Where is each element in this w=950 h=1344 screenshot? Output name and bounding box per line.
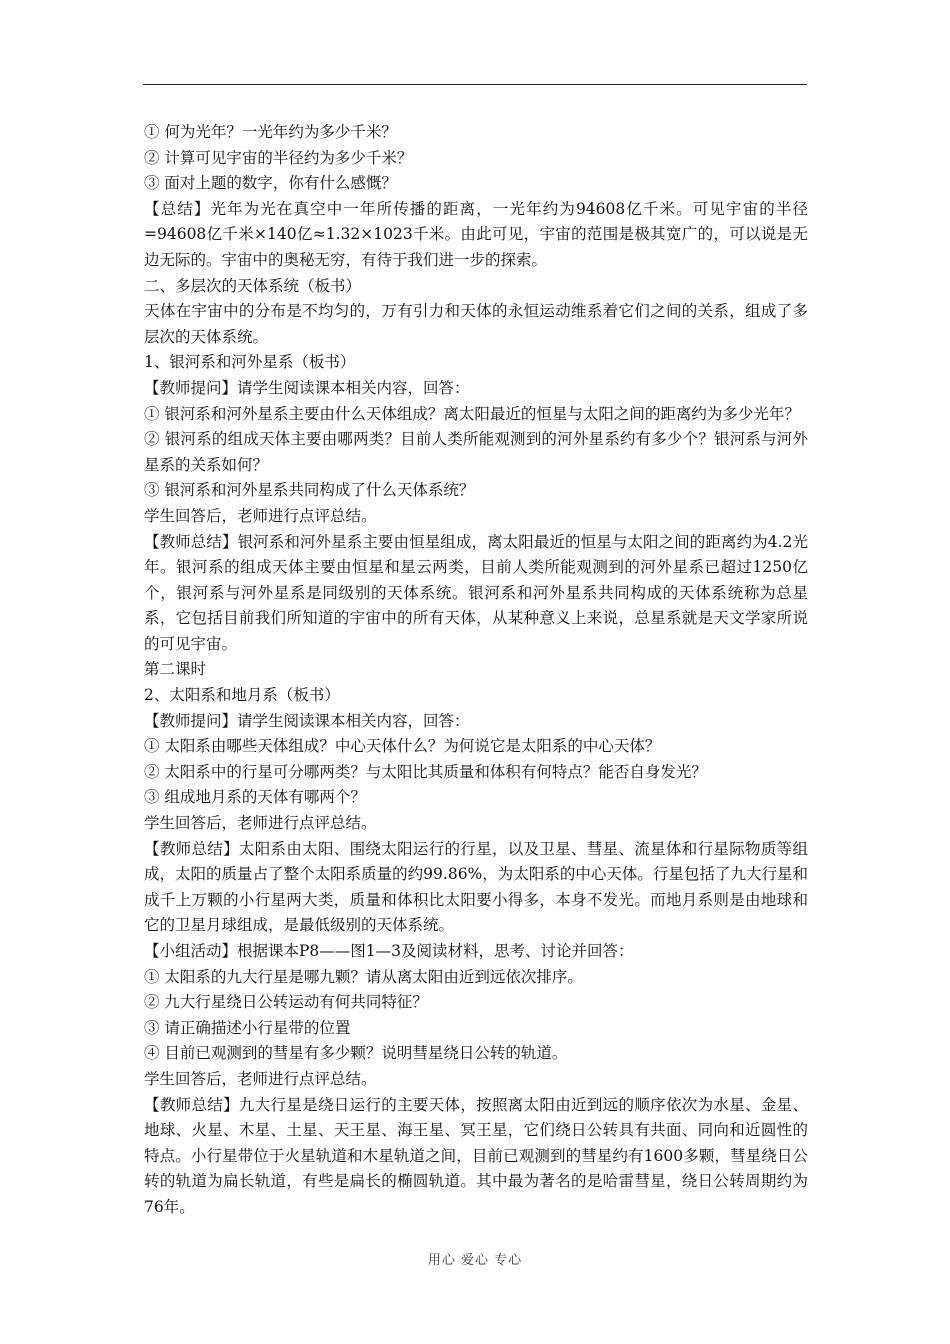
paragraph: 天体在宇宙中的分布是不均匀的，万有引力和天体的永恒运动维系着它们之间的关系，组成了多层次的天体系统。 [144,302,808,346]
paragraph: ③ 银河系和河外星系共同构成了什么天体系统？ [144,481,475,500]
paragraph: ② 计算可见宇宙的半径约为多少千米？ [144,148,413,167]
page-footer: 用心 爱心 专心 [427,1253,523,1268]
paragraph: 学生回答后，老师进行点评总结。 [144,1069,377,1088]
paragraph: ② 九大行星绕日公转运动有何共同特征？ [144,993,428,1012]
document-body [144,120,808,1221]
subsection-heading: 1、银河系和河外星系（板书） [144,353,356,372]
paragraph: 【教师提问】请学生阅读课本相关内容，回答： [144,378,470,397]
paragraph: ① 太阳系的九大行星是哪九颗？请从离太阳由近到远依次排序。 [144,967,583,986]
paragraph: ③ 面对上题的数字，你有什么感慨？ [144,174,397,193]
paragraph: 【总结】光年为光在真空中一年所传播的距离，一光年约为94608亿千米。可见宇宙的半径=94608亿千米×140亿≈1.32×1023千米。由此可见，宇宙的范围是极其宽广的，可以说是无边无际的。宇宙中的奥秘无穷，有待于我们进一步的探索。 [144,199,808,269]
paragraph: 【小组活动】根据课本P8——图1—3及阅读材料，思考、讨论并回答： [144,942,634,960]
paragraph: 学生回答后，老师进行点评总结。 [144,506,377,525]
paragraph: 【教师总结】太阳系由太阳、围绕太阳运行的行星，以及卫星、彗星、流星体和行星际物质等组成，太阳的质量占了整个太阳系质量的约99.86%，为太阳系的中心天体。行星包括了九大行星和成千上万颗的小行星两大类，质量和体积比太阳要小得多，本身不发光。而地月系则是由地球和它的卫星月球组成，是最低级别的天体系统。 [144,839,808,935]
paragraph: 学生回答后，老师进行点评总结。 [144,814,377,833]
paragraph: 【教师总结】银河系和河外星系主要由恒星组成，离太阳最近的恒星与太阳之间的距离约为4.2光年。银河系的组成天体主要由恒星和星云两类，目前人类所能观测到的河外星系已超过1250亿个，银河系与河外星系是同级别的天体系统。银河系和河外星系共同构成的天体系统称为总星系，它包括目前我们所知道的宇宙中的所有天体，从某种意义上来说，总星系就是天文学家所说的可见宇宙。 [144,532,808,653]
paragraph: ② 太阳系中的行星可分哪两类？与太阳比其质量和体积有何特点？能否自身发光？ [144,762,707,781]
lesson-heading: 第二课时 [144,660,207,679]
paragraph: ① 银河系和河外星系主要由什么天体组成？离太阳最近的恒星与太阳之间的距离约为多少光年？ [144,404,800,423]
paragraph: ① 太阳系由哪些天体组成？中心天体什么？为何说它是太阳系的中心天体？ [144,737,661,756]
paragraph: ① 何为光年？一光年约为多少千米？ [144,123,397,141]
paragraph: ③ 请正确描述小行星带的位置 [144,1018,351,1037]
header-rule [143,84,807,85]
paragraph: ④ 目前已观测到的彗星有多少颗？说明彗星绕日公转的轨道。 [144,1044,568,1063]
paragraph: 【教师总结】九大行星是绕日运行的主要天体，按照离太阳由近到远的顺序依次为水星、金星、地球、火星、木星、土星、天王星、海王星、冥王星，它们绕日公转具有共面、同向和近圆性的特点。小行星带位于火星轨道和木星轨道之间，目前已观测到的彗星约有1600多颗，彗星绕日公转的轨道为扁长轨道，有些是扁长的椭圆轨道。其中最为著名的是哈雷彗星，绕日公转周期约为76年。 [144,1095,808,1216]
section-heading: 二、多层次的天体系统（板书） [144,276,362,295]
paragraph: 【教师提问】请学生阅读课本相关内容，回答： [144,711,470,730]
subsection-heading: 2、太阳系和地月系（板书） [144,686,340,705]
paragraph: ② 银河系的组成天体主要由哪两类？目前人类所能观测到的河外星系约有多少个？银河系与河外星系的关系如何？ [144,430,808,474]
paragraph: ③ 组成地月系的天体有哪两个？ [144,788,366,807]
